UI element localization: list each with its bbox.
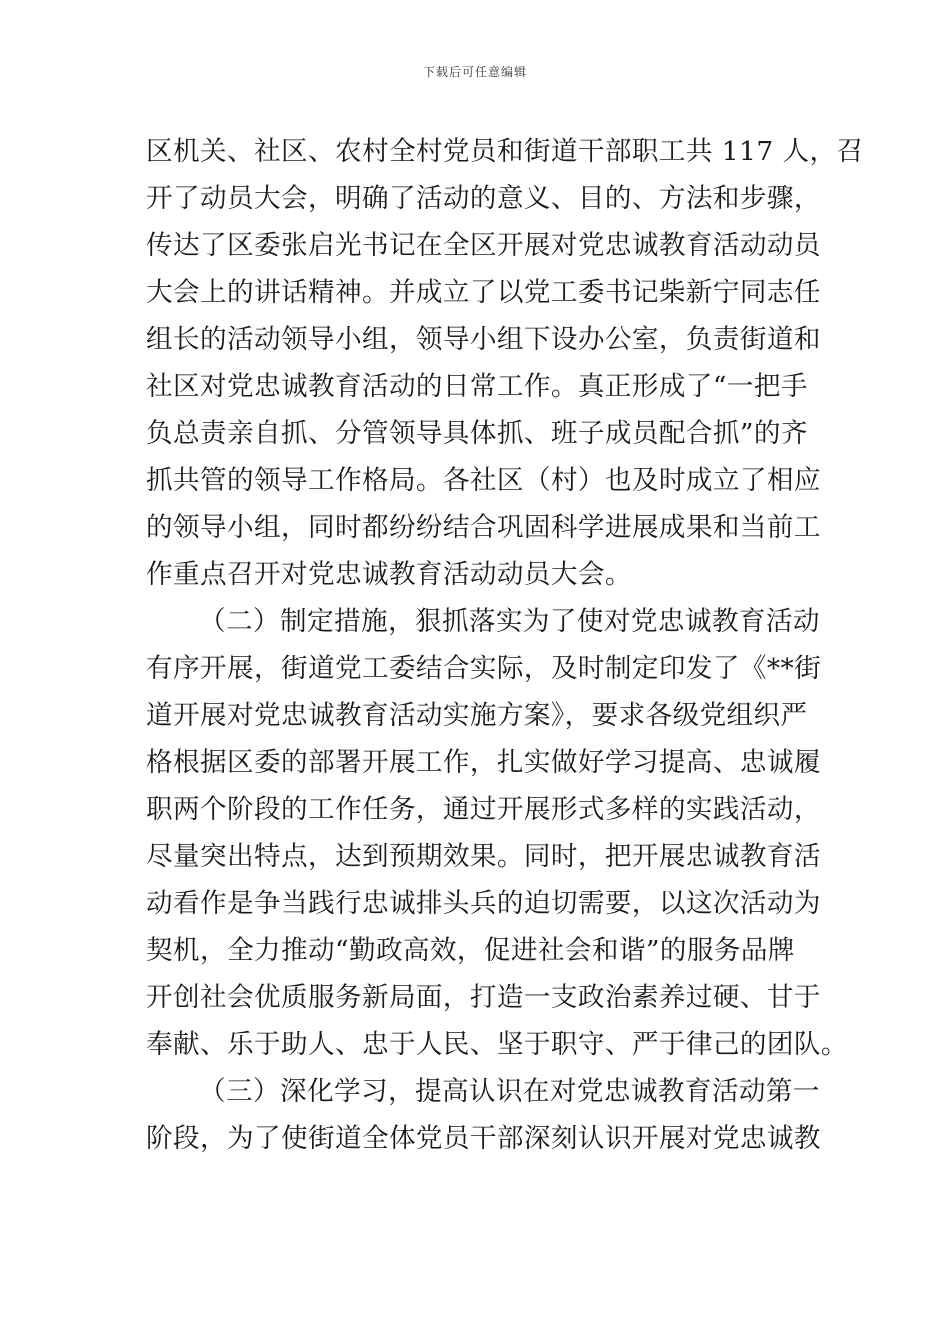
text-line: 阶段，为了使街道全体党员干部深刻认识开展对党忠诚教 [146,1123,821,1154]
text-line: （三）深化学习，提高认识在对党忠诚教育活动第一 [199,1076,820,1107]
text-line: 奉献、乐于助人、忠于人民、坚于职守、严于律己的团队。 [146,1029,848,1060]
text-line: 抓共管的领导工作格局。各社区（村）也及时成立了相应 [146,465,821,496]
text-line: 职两个阶段的工作任务，通过开展形式多样的实践活动， [146,794,821,825]
text-line: 开创社会优质服务新局面，打造一支政治素养过硬、甘于 [146,982,821,1013]
paragraph-3 [146,1068,821,1162]
text-line: 传达了区委张启光书记在全区开展对党忠诚教育活动动员 [146,230,821,261]
paragraph-1 [146,128,864,598]
text-line: 有序开展，街道党工委结合实际，及时制定印发了《**街 [146,653,822,684]
text-line: 作重点召开对党忠诚教育活动动员大会。 [146,559,632,590]
text-line: 大会上的讲话精神。并成立了以党工委书记柴新宁同志任 [146,277,821,308]
text-line: 动看作是争当践行忠诚排头兵的迫切需要，以这次活动为 [146,888,821,919]
page-header: 下载后可任意编辑 [422,65,527,79]
text-line: 开了动员大会，明确了活动的意义、目的、方法和步骤， [146,183,821,214]
text-line: 社区对党忠诚教育活动的日常工作。真正形成了“一把手 [146,371,808,402]
text-line: 尽量突出特点，达到预期效果。同时，把开展忠诚教育活 [146,841,821,872]
text-line: 契机，全力推动“勤政高效，促进社会和谐”的服务品牌 [146,935,795,966]
text-line: 负总责亲自抓、分管领导具体抓、班子成员配合抓”的齐 [146,418,808,449]
text-line: （二）制定措施，狠抓落实为了使对党忠诚教育活动 [199,606,820,637]
text-line: 道开展对党忠诚教育活动实施方案》，要求各级党组织严 [146,700,808,731]
paragraph-2 [146,598,848,1068]
text-line: 格根据区委的部署开展工作，扎实做好学习提高、忠诚履 [146,747,821,778]
text-line: 组长的活动领导小组，领导小组下设办公室，负责街道和 [146,324,821,355]
document-body [146,128,864,1162]
text-line: 区机关、社区、农村全村党员和街道干部职工共 117 人，召 [146,136,864,167]
text-line: 的领导小组，同时都纷纷结合巩固科学进展成果和当前工 [146,512,821,543]
